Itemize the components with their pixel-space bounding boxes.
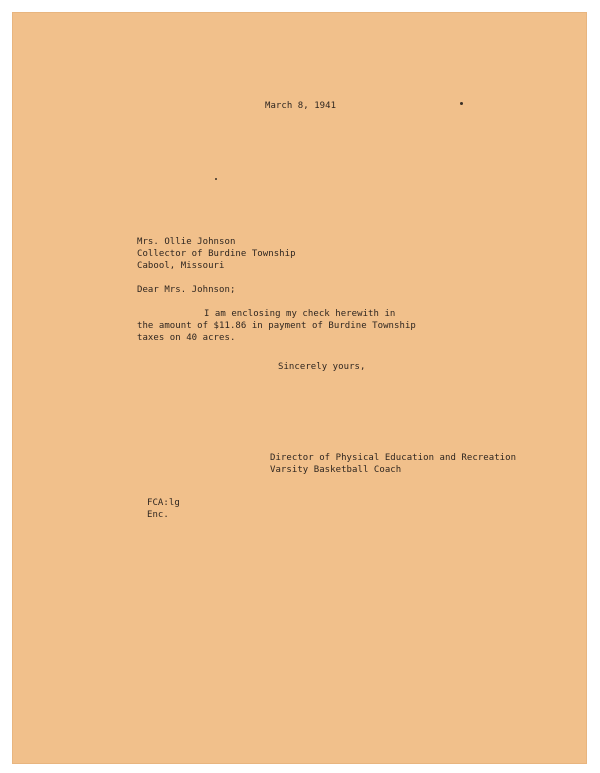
ink-speck [460,102,463,105]
salutation: Dear Mrs. Johnson; [137,285,236,295]
letter-date: March 8, 1941 [265,101,337,111]
reference-initials: FCA:lg [147,498,180,508]
body-line: I am enclosing my check herewith in [204,309,396,319]
body-line: the amount of $11.86 in payment of Burdine Township [137,321,416,331]
letter-page [12,12,587,764]
body-line: taxes on 40 acres. [137,333,236,343]
recipient-name: Mrs. Ollie Johnson [137,237,236,247]
signature-title: Director of Physical Education and Recreation [270,453,517,463]
signature-title: Varsity Basketball Coach [270,465,402,475]
ink-speck [215,178,217,180]
recipient-title: Collector of Burdine Township [137,249,296,259]
recipient-city: Cabool, Missouri [137,261,225,271]
enclosure-note: Enc. [147,510,169,520]
closing: Sincerely yours, [278,362,366,372]
